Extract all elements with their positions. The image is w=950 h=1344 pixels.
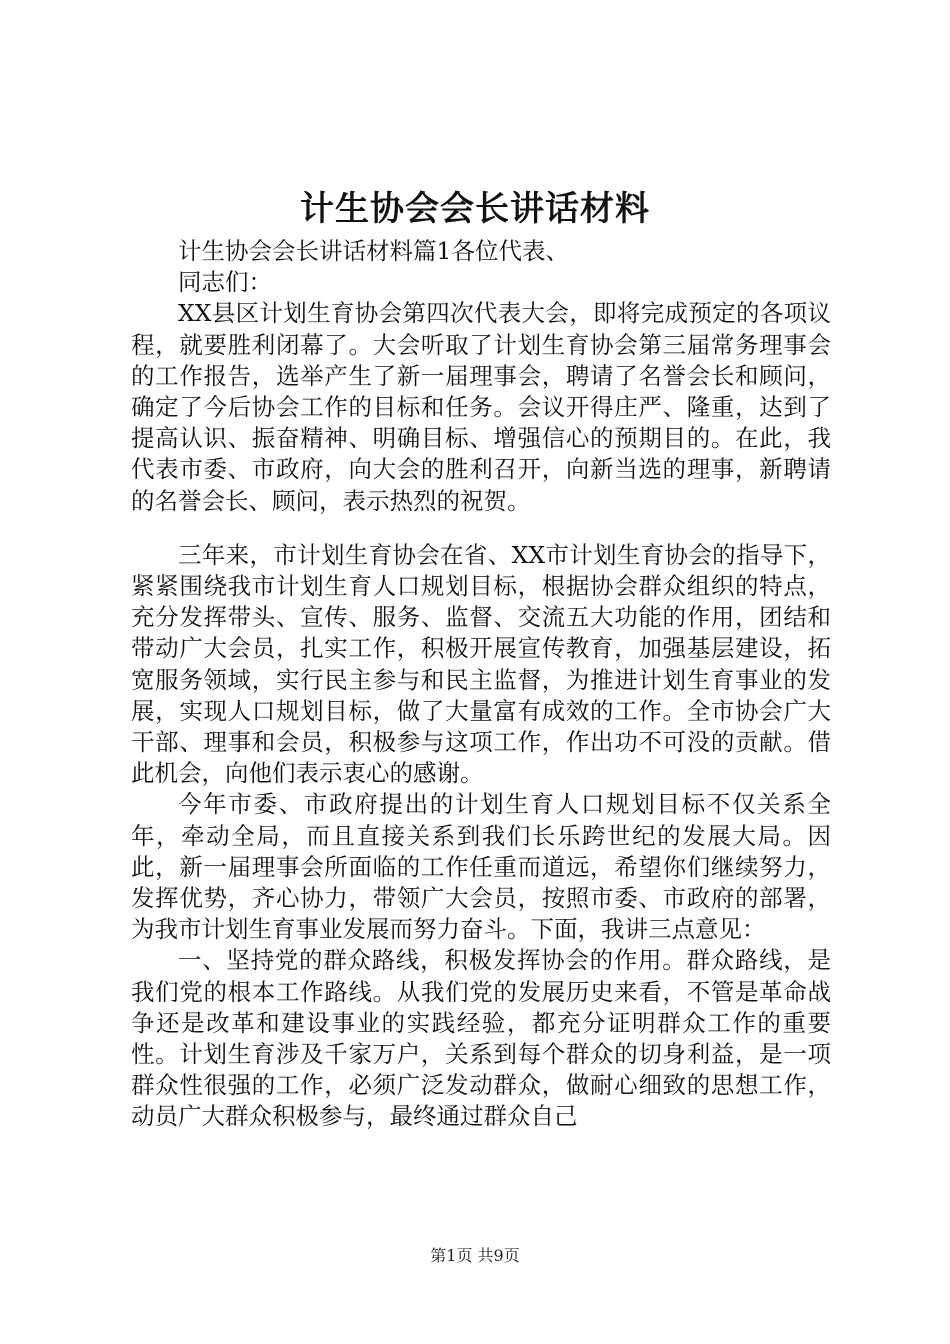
- paragraph-heading-line: 计生协会会长讲话材料篇1各位代表、: [178, 237, 569, 265]
- paragraph-opening: XX县区计划生育协会第四次代表大会，即将完成预定的各项议程，就要胜利闭幕了。大会听取了计划生育协会第三届常务理事会的工作报告，选举产生了新一届理事会，聘请了名誉会长和顾问，确定了今后协会工作的目标和任务。会议开得庄严、隆重，达到了提高认识、振奋精神、明确目标、增强信心的预期目的。在此，我代表市委、市政府，向大会的胜利召开，向新当选的理事，新聘请的名誉会长、顾问，表示热烈的祝贺。: [131, 299, 831, 515]
- document-title: 计生协会会长讲话材料: [300, 189, 650, 229]
- paragraph-point-one: 一、坚持党的群众路线，积极发挥协会的作用。群众路线，是我们党的根本工作路线。从我们党的发展历史来看，不管是革命战争还是改革和建设事业的实践经验，都充分证明群众工作的重要性。计划生育涉及千家万户，关系到每个群众的切身利益，是一项群众性很强的工作，必须广泛发动群众，做耐心细致的思想工作，动员广大群众积极参与，最终通过群众自己: [131, 946, 831, 1131]
- paragraph-goals: 今年市委、市政府提出的计划生育人口规划目标不仅关系全年，牵动全局，而且直接关系到我们长乐跨世纪的发展大局。因此，新一届理事会所面临的工作任重而道远，希望你们继续努力，发挥优势，齐心协力，带领广大会员，按照市委、市政府的部署，为我市计划生育事业发展而努力奋斗。下面，我讲三点意见：: [131, 790, 831, 944]
- page-number-footer: 第1页 共9页: [430, 1246, 520, 1265]
- document-body: [131, 236, 831, 1133]
- paragraph-salutation: 同志们：: [178, 268, 272, 297]
- paragraph-achievements: 三年来，市计划生育协会在省、XX市计划生育协会的指导下，紧紧围绕我市计划生育人口规划目标，根据协会群众组织的特点，充分发挥带头、宣传、服务、监督、交流五大功能的作用，团结和带动广大会员，扎实工作，积极开展宣传教育，加强基层建设，拓宽服务领域，实行民主参与和民主监督，为推进计划生育事业的发展，实现人口规划目标，做了大量富有成效的工作。全市协会广大干部、理事和会员，积极参与这项工作，作出功不可没的贡献。借此机会，向他们表示衷心的感谢。: [131, 540, 831, 788]
